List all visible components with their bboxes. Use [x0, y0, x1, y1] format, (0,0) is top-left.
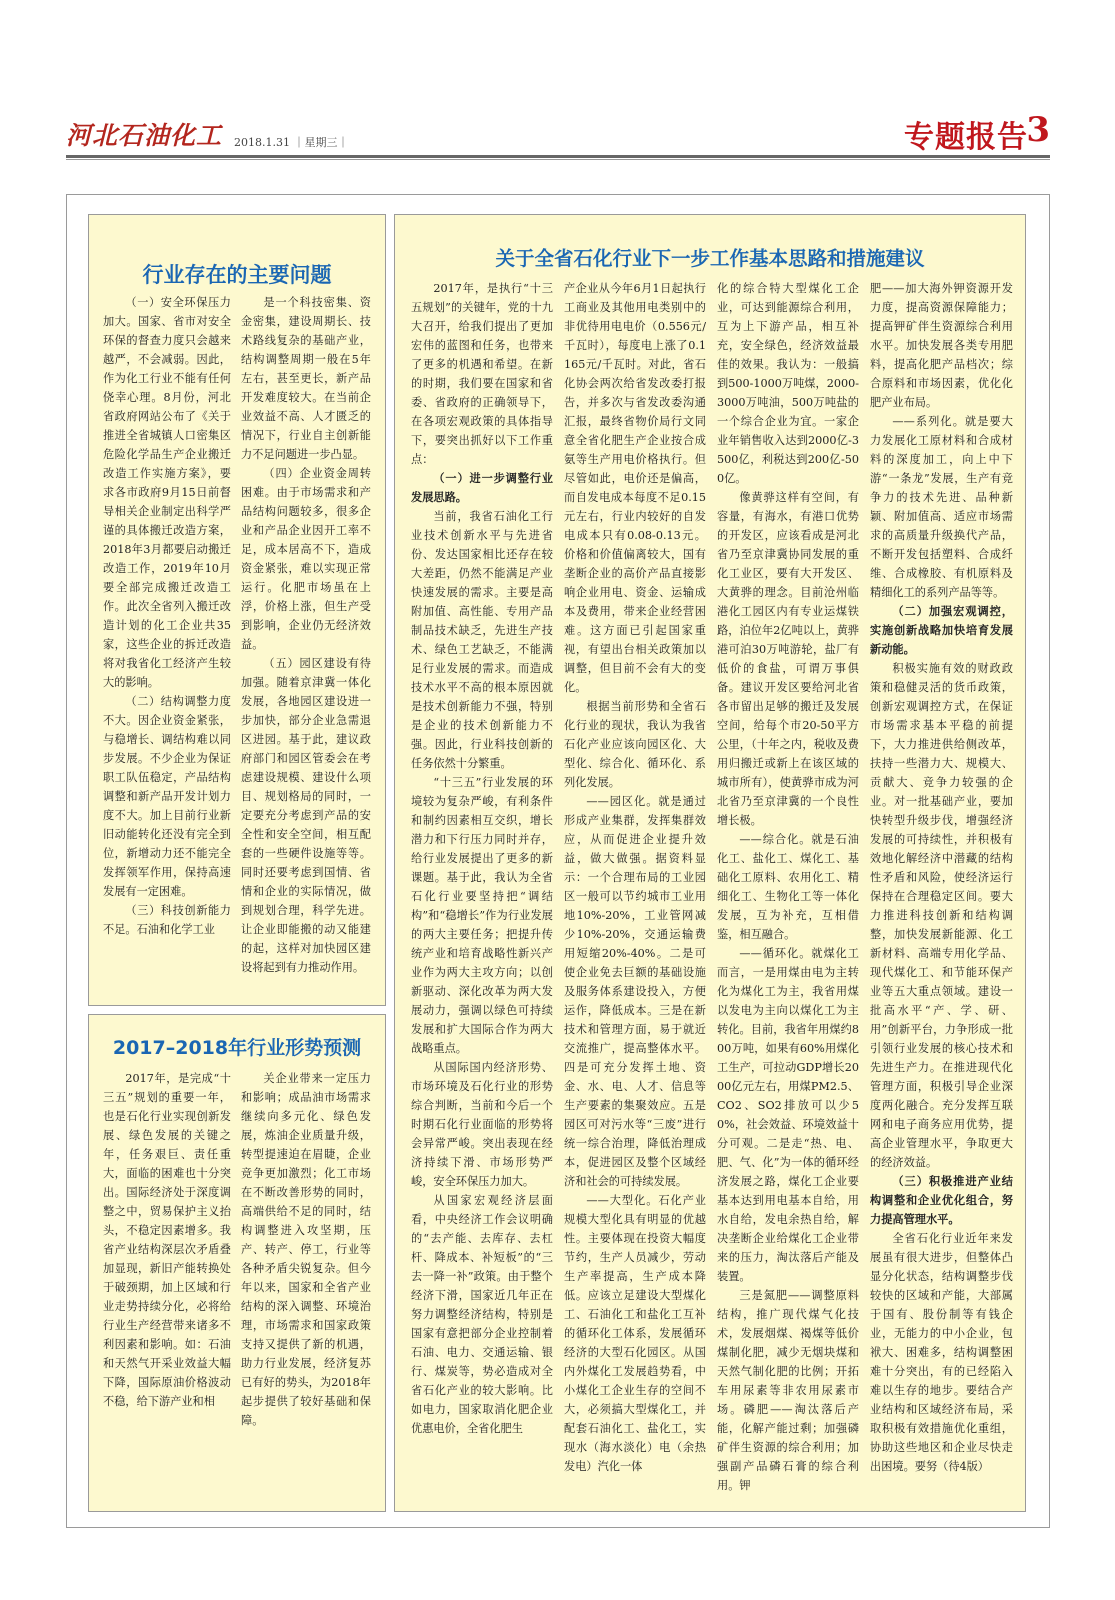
page-number: 3 [1026, 110, 1050, 150]
article-column [870, 279, 1013, 1505]
paragraph: （五）园区建设有待加强。随着京津冀一体化发展，各地园区建设进一步加快，部分企业急需退区进园。基于此，建议政府部门和园区管委会在考虑建设规模、建设什么项目、规划格局的同时，一定要充分考虑到产品的安全性和安全空间，相互配套的一些硬件设施等等。同时还要考虑到国情、省情和企业的实际情况，做到规划合理，科学先进。让企业即能搬的动又能建的起，这样对加快园区建设将起到有力推动作用。 [241, 657, 371, 974]
paragraph: 是一个科技密集、资金密集，建设周期长、技术路线复杂的基础产业，结构调整周期一般在5年左右，甚至更长，新产品开发难度较大。在当前企业效益不高、人才匮乏的情况下，行业自主创新能力不足问题进一步凸显。 [241, 296, 371, 461]
newspaper-logo: 河北石油化工 [66, 121, 223, 150]
paragraph: 像黄骅这样有空间，有容量，有海水，有港口优势的开发区，应该看成是河北省乃至京津冀协同发展的重化工业区，要有大开发区、大黄骅的理念。目前沧州临港化工园区内有专业运煤铁路，泊位年2亿吨以上，黄骅港可泊30万吨游轮，盐厂有低价的食盐，可谓万事俱备。建议开发区要给河北省各市留出足够的搬迁及发展空间，给每个市20-50平方公里，（十年之内，税收及费用归搬迁或新上在该区域的城市所有），使黄骅市成为河北省乃至京津冀的一个良性增长极。 [717, 491, 859, 827]
paragraph: 2017年，是完成“十三五”规划的重要一年，也是石化行业实现创新发展、绿色发展的关键之年，任务艰巨、责任重大，面临的困难也十分突出。国际经济处于深度调整之中，贸易保护主义抬头，不稳定因素增多。我省产业结构深层次矛盾叠加显现，新旧产能转换处于破颈期，加上区域和行业走势持续分化，必将给行业生产经营带来诸多不利因素和影响。如：石油和天然气开采业效益大幅下降，国际原油价格波动不稳，给下游产业和相 [103, 1072, 231, 1408]
article-column [103, 1069, 231, 1507]
paragraph: 肥——加大海外钾资源开发力度，提高资源保障能力；提高钾矿伴生资源综合利用水平。加快发展各类专用肥料，提高化肥产品档次；综合原料和市场因素，优化化肥产业布局。 [870, 282, 1013, 409]
paragraph: ——园区化。就是通过形成产业集群，发挥集群效应，从而促进企业提升效益，做大做强。据资料显示：一个合理布局的工业园区一般可以节约城市工业用地10%-20%，工业管网减少10%-20%，交通运输费用短缩20%-40%。二是可使企业免去巨额的基础设施及服务体系建设投入，方便运作，降低成本。三是在新技术和管理方面，易于就近交流推广，提高整体水平。四是可充分发挥土地、资金、水、电、人才、信息等生产要素的集聚效应。五是园区可对污水等“三废”进行统一综合治理，降低治理成本，促进园区及整个区域经济和社会的可持续发展。 [564, 795, 706, 1188]
paragraph: ——大型化。石化产业规模大型化具有明显的优越性。主要体现在投资大幅度节约，生产人员减少，劳动生产率提高，生产成本降低。应该立足建设大型煤化工、石油化工和盐化工互补的循环化工体系，发展循环经济的大型石化园区。从国内外煤化工发展趋势看，中小煤化工企业生存的空间不大，必须搞大型煤化工，并配套石油化工、盐化工，实现水（海水淡化）电（余热发电）汽化一体 [564, 1194, 706, 1473]
subheading: （一）进一步调整行业发展思路。 [411, 471, 553, 504]
header-rule-thin [66, 159, 1050, 160]
date-text: 2018.1.31 [234, 136, 290, 149]
paragraph: 积极实施有效的财政政策和稳健灵活的货币政策，创新宏观调控方式，在保证市场需求基本平稳的前提下，大力推进供给侧改革，扶持一些潜力大、规模大、贡献大、竞争力较强的企业。对一批基础产业，要加快转型升级步伐，增强经济发展的可持续性，并积极有效地化解经济中潜藏的结构性矛盾和风险，使经济运行保持在合理稳定区间。要大力推进科技创新和结构调整，加快发展新能源、化工新材料、高端专用化学品、现代煤化工、和节能环保产业等五大重点领域。建设一批高水平“产、学、研、用”创新平台，力争形成一批引领行业发展的核心技术和先进生产力。在推进现代化管理方面，积极引导企业深度两化融合。充分发挥互联网和电子商务应用优势，提高企业管理水平，争取更大的经济效益。 [870, 662, 1013, 1169]
paragraph: 根据当前形势和全省石化行业的现状，我认为我省石化产业应该向园区化、大型化、综合化、循环化、系列化发展。 [564, 700, 706, 789]
issue-date: 2018.1.31 ｜星期三｜ [234, 136, 349, 149]
paragraph: 全省石化行业近年来发展虽有很大进步，但整体凸显分化状态，结构调整步伐较快的区域和产能，大部属于国有、股份制等有钱企业，无能力的中小企业，包袱大、困难多，结构调整困难十分突出，有的已经陷入难以生存的地步。要结合产业结构和区域经济布局，采取积极有效措施优化重组，协助这些地区和企业尽快走出困境。要努（待4版） [870, 1232, 1013, 1473]
paragraph: ——系列化。就是要大力发展化工原材料和合成材料的深度加工，向上中下游“一条龙”发展，生产有竞争力的技术先进、品种新颖、附加值高、适应市场需求的高质量升级换代产品，不断开发包括塑料、合成纤维、合成橡胶、有机原料及精细化工的系列产品等等。 [870, 415, 1013, 599]
weekday-text: 星期三 [304, 136, 338, 149]
paragraph: ——循环化。就煤化工而言，一是用煤由电为主转化为煤化工为主，我省用煤以发电为主向以煤化工为主转化。目前，我省年用煤约800万吨，如果有60%用煤化工生产，可拉动GDP增长2000亿元左右，用煤PM2.5、CO2、SO2排放可以少50%，社会效益、环境效益十分可观。二是走“热、电、肥、气、化”为一体的循环经济发展之路，煤化工企业要基本达到用电基本自给，用水自给，发电余热自给，解决垄断企业给煤化工企业带来的压力，淘汰落后产能及装置。 [717, 947, 859, 1283]
article-column [103, 293, 231, 999]
paragraph: （一）安全环保压力加大。国家、省市对安全环保的督查力度只会越来越严，不会减弱。因此，作为化工行业不能有任何侥幸心理。8月份，河北省政府网站公布了《关于推进全省城镇人口密集区危险化学品生产企业搬迁改造工作实施方案》，要求各市政府9月15日前督导相关企业制定出科学严谨的具体搬迁改造方案，2018年3月都要启动搬迁改造工作，2019年10月要全部完成搬迁改造工作。此次全省列入搬迁改造计划的化工企业共35家，这些企业的拆迁改造将对我省化工经济产生较大的影响。 [103, 296, 231, 689]
article-title: 行业存在的主要问题 [142, 263, 332, 287]
article-column [241, 1069, 371, 1507]
paragraph: “十三五”行业发展的环境较为复杂严峻，有利条件和制约因素相互交织，增长潜力和下行压力同时并存，给行业发展提出了更多的新课题。基于此，我认为全省石化行业要坚持把“调结构”和“稳增长”作为行业发展的两大主要任务；把提升传统产业和培育战略性新兴产业作为两大主攻方向；以创新驱动、深化改革为两大发展动力，强调以绿色可持续发展和扩大国际合作为两大战略重点。 [411, 776, 553, 1055]
paragraph: （三）科技创新能力不足。石油和化学工业 [103, 904, 231, 936]
article-column [241, 293, 371, 999]
paragraph: 产企业从今年6月1日起执行工商业及其他用电类别中的非优待用电电价（0.556元/千瓦时），每度电上涨了0.1165元/千瓦时。对此，省石化协会两次给省发改委打报告，并多次与省发改委沟通汇报，最终省物价局行文同意全省化肥生产企业按合成氨等生产用电价格执行。但尽管如此，电价还是偏高，而自发电成本每度不足0.15元左右，行业内较好的自发电成本只有0.08-0.13元。价格和价值偏离较大，国有垄断企业的高价产品直接影响企业用电、资金、运输成本及费用，带来企业经营困难。这方面已引起国家重视，有望出台相关政策加以调整，但目前不会有大的变化。 [564, 282, 706, 694]
paragraph: 三是氮肥——调整原料结构，推广现代煤气化技术，发展烟煤、褐煤等低价煤制化肥，减少无烟块煤和天然气制化肥的比例；开拓车用尿素等非农用尿素市场。磷肥——淘汰落后产能，化解产能过剩；加强磷矿伴生资源的综合利用；加强副产品磷石膏的综合利用。钾 [717, 1289, 859, 1492]
paragraph: 从国际国内经济形势、市场环境及石化行业的形势综合判断，当前和今后一个时期石化行业面临的形势将会异常严峻。突出表现在经济持续下滑、市场形势严峻，安全环保压力加大。 [411, 1061, 553, 1188]
article-box-main-problems [88, 214, 386, 1006]
article-box-forecast [88, 1014, 386, 1512]
article-title: 2017–2018年行业形势预测 [112, 1037, 362, 1059]
paragraph: 当前，我省石油化工行业技术创新水平与先进省份、发达国家相比还存在较大差距，仍然不能满足产业快速发展的需求。主要是高附加值、高性能、专用产品制品技术缺乏，先进生产技术、绿色工艺缺乏，不能满足行业发展的需求。而造成技术水平不高的根本原因就是技术创新能力不强，特别是企业的技术创新能力不强。因此，行业科技创新的任务依然十分繁重。 [411, 510, 553, 770]
paragraph: 从国家宏观经济层面看，中央经济工作会议明确的“去产能、去库存、去杠杆、降成本、补短板”的“三去一降一补”政策。由于整个经济下滑，国家近几年正在努力调整经济结构，特别是国家有意把部分企业控制着石油、电力、交通运输、银行、煤炭等，势必造成对全省石化产业的较大影响。比如电力，国家取消化肥企业优惠电价，全省化肥生 [411, 1194, 553, 1435]
paragraph: 2017年，是执行“十三五规划”的关键年，党的十九大召开，给我们提出了更加宏伟的蓝图和任务，也带来了更多的机遇和希望。在新的时期，我们要在国家和省委、省政府的正确领导下，在各项宏观政策的具体指导下，要突出抓好以下工作重点： [411, 282, 553, 466]
paragraph: （二）结构调整力度不大。因企业资金紧张，与稳增长、调结构难以同步发展。不少企业为保证职工队伍稳定，产品结构调整和新产品开发计划力度不大。加上目前行业新旧动能转化还没有完全到位，新增动力还不能完全发挥领军作用，保持高速发展有一定困难。 [103, 695, 231, 898]
header-rule [66, 155, 1050, 158]
paragraph: （四）企业资金周转困难。由于市场需求和产品结构问题较多，很多企业和产品企业因开工率不足，成本居高不下，造成资金紧张，难以实现正常运行。化肥市场虽在上浮，价格上涨，但生产受到影响，企业仍无经济效益。 [241, 467, 371, 651]
article-column [564, 279, 706, 1505]
article-column [717, 279, 859, 1505]
subheading: （二）加强宏观调控，实施创新战略加快培育发展新动能。 [870, 604, 1013, 656]
subheading: （三）积极推进产业结构调整和企业优化组合，努力提高管理水平。 [870, 1174, 1013, 1226]
article-box-suggestions [394, 214, 1026, 1512]
paragraph: ——综合化。就是石油化工、盐化工、煤化工、基础化工原料、农用化工、精细化工、生物化工等一体化发展，互为补充，互相借鉴，相互融合。 [717, 833, 859, 941]
masthead [66, 112, 1050, 160]
article-title: 关于全省石化行业下一步工作基本思路和措施建议 [495, 247, 925, 270]
paragraph: 化的综合特大型煤化工企业，可达到能源综合利用，互为上下游产品，相互补充，安全绿色，经济效益最佳的效果。我认为：一般搞到500-1000万吨煤，2000-3000万吨油，500万吨盐的一个综合企业为宜。一家企业年销售收入达到2000亿-3500亿，利税达到200亿-500亿。 [717, 282, 859, 485]
paragraph: 关企业带来一定压力和影响；成品油市场需求继续向多元化、绿色发展，炼油企业质量升级，转型提速迫在眉睫，企业竞争更加激烈；化工市场在不断改善形势的同时，高端供给不足的同时，结构调整进入攻坚期，压产、转产、停工，行业等各种矛盾尖锐复杂。但今年以来，国家和全省产业结构的深入调整、环境治理，市场需求和国家政策支持又提供了新的机遇，助力行业发展，经济复苏已有好的势头，为2018年起步提供了较好基础和保障。 [241, 1072, 371, 1427]
section-title: 专题报告 [904, 120, 1028, 155]
article-column [411, 279, 553, 1505]
